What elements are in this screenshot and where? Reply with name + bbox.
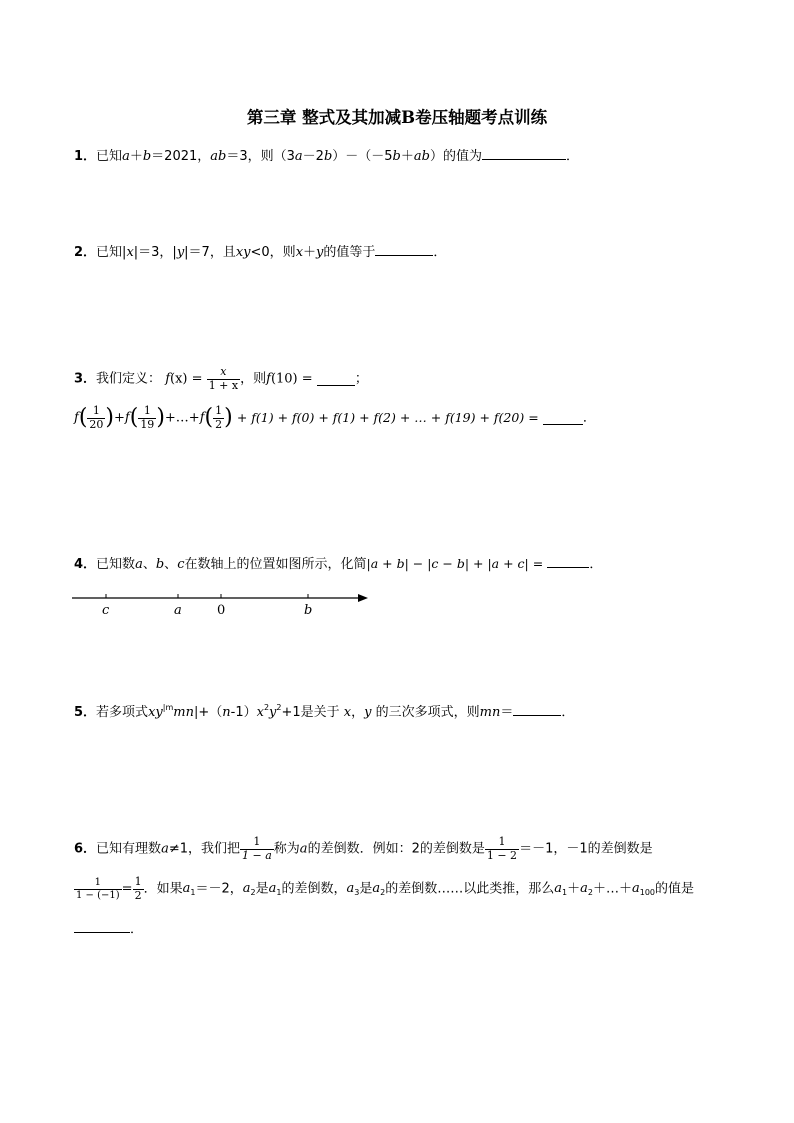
var: y — [364, 705, 372, 720]
var: a — [182, 880, 191, 896]
denominator: 19 — [140, 417, 155, 431]
text: ＋…＋ — [592, 881, 632, 897]
text: +（ — [198, 705, 223, 720]
question-5 — [74, 703, 574, 719]
fraction — [213, 405, 224, 431]
var: y — [269, 705, 277, 720]
numerator: 1 — [87, 405, 105, 419]
sum-a1 — [554, 881, 567, 896]
fraction — [74, 877, 122, 901]
text: ． — [561, 705, 575, 720]
var: a — [299, 841, 308, 857]
var: y — [176, 245, 185, 260]
fraction — [133, 876, 144, 902]
equals: = — [301, 371, 313, 387]
numerator: 1 — [138, 405, 156, 419]
var: a — [554, 880, 562, 896]
var: x — [256, 705, 264, 720]
text: <0，则 — [250, 245, 296, 260]
var: b — [142, 149, 152, 164]
paren: ( — [78, 405, 88, 431]
fraction — [240, 836, 274, 862]
var: ab — [210, 149, 227, 164]
text: ＝2021， — [151, 149, 211, 164]
text: ）的值为 — [429, 149, 482, 164]
subscript: 2 — [380, 887, 386, 897]
numerator: 1 — [134, 875, 142, 888]
fraction — [138, 405, 156, 431]
equals: = — [191, 371, 203, 387]
var: a — [268, 880, 277, 896]
text: 的值是 — [655, 881, 695, 897]
answer-blank[interactable] — [547, 555, 589, 568]
var: xy — [235, 245, 251, 260]
seq-a2 — [372, 881, 385, 896]
seq-a1 — [269, 881, 282, 896]
text: ＋ — [567, 881, 581, 897]
question-1 — [74, 147, 579, 163]
ellipsis: +…+ — [164, 410, 200, 426]
sum-a2 — [580, 881, 593, 896]
fraction — [87, 405, 105, 431]
text: 的三次多项式，则 — [375, 705, 480, 720]
seq-a1 — [183, 881, 196, 896]
function-sum-rest: + f(1) + f(0) + f(1) + f(2) + … + f(19) + f(20) = — [236, 409, 539, 425]
text: ， — [351, 705, 365, 720]
function-f: f — [165, 371, 171, 387]
question-number: 5． — [74, 705, 97, 720]
text: 是 — [255, 881, 269, 897]
question-number: 1． — [74, 149, 97, 164]
answer-blank[interactable] — [543, 412, 583, 425]
var: a — [631, 880, 640, 896]
text: ＋ — [400, 149, 414, 164]
text: ．如果 — [143, 881, 183, 897]
var: x — [295, 245, 304, 260]
denominator: 1 − a — [242, 848, 272, 862]
answer-blank[interactable] — [375, 243, 433, 256]
text: ＋ — [303, 245, 317, 260]
subscript: 1 — [190, 887, 196, 897]
paren: ) — [105, 405, 114, 431]
abs-expression: |a + b| − |c − b| + |a + c| = — [366, 556, 544, 571]
var: n — [222, 705, 231, 720]
label-b: b — [304, 603, 313, 618]
function-arg: (x) — [170, 371, 188, 387]
text: |＝7，且 — [184, 245, 236, 260]
text: +1是关于 — [281, 705, 340, 720]
label-zero: 0 — [217, 603, 226, 618]
subscript: 2 — [250, 887, 256, 897]
exponent: |m — [162, 703, 174, 712]
answer-blank[interactable] — [74, 920, 130, 933]
var: b — [323, 149, 333, 164]
text: 已知 — [96, 149, 123, 164]
var: mn — [479, 705, 501, 720]
text: 的值等于 — [323, 245, 376, 260]
label-a: a — [174, 603, 182, 618]
fraction — [485, 836, 519, 862]
text: ＝ — [500, 705, 514, 720]
denominator: 20 — [89, 417, 104, 431]
text: ＋ — [129, 149, 143, 164]
denominator: 2 — [134, 888, 142, 902]
var: ab — [413, 149, 430, 164]
question-number: 3． — [74, 371, 97, 387]
question-number: 2． — [74, 245, 97, 260]
var: a — [580, 880, 588, 896]
subscript: 1 — [276, 887, 282, 897]
label-c: c — [102, 603, 110, 618]
text: ． — [433, 245, 447, 260]
subscript: 3 — [354, 887, 360, 897]
answer-blank[interactable] — [317, 373, 355, 386]
text: 、 — [164, 557, 178, 572]
var: a — [135, 557, 143, 572]
numerator: 1 — [74, 877, 122, 890]
text: 在数轴上的位置如图所示，化简 — [184, 557, 367, 572]
var: c — [177, 557, 185, 572]
numerator: 1 — [240, 836, 274, 850]
var: x — [126, 245, 134, 260]
numerator: 1 — [485, 836, 519, 850]
function-f: f — [266, 371, 271, 387]
text: 已知| — [96, 245, 127, 260]
text: ，则 — [240, 371, 267, 387]
text: ＝3，则（3 — [226, 149, 295, 164]
var: a — [161, 841, 169, 857]
paren: ( — [129, 405, 139, 431]
denominator: 1 + x — [208, 378, 239, 392]
text: ． — [565, 149, 579, 164]
paren: ) — [156, 405, 165, 431]
seq-a2 — [243, 881, 256, 896]
question-6-line-3 — [74, 920, 143, 936]
fraction — [207, 366, 240, 392]
var: a — [122, 149, 130, 164]
text: －2 — [302, 149, 324, 164]
text: 已知有理数 — [96, 841, 162, 857]
var: a — [242, 880, 251, 896]
var: b — [155, 557, 165, 572]
seq-a3 — [346, 881, 359, 896]
text: |＝3，| — [133, 245, 177, 260]
var: y — [316, 245, 324, 260]
exponent: 2 — [263, 703, 270, 712]
var: a — [372, 880, 381, 896]
text: ＝－1，－1的差倒数是 — [519, 841, 653, 857]
question-2 — [74, 243, 446, 259]
function-f: f — [199, 410, 205, 426]
text: ； — [354, 371, 368, 387]
exponent: 2 — [276, 703, 282, 712]
text: 若多项式 — [96, 705, 149, 720]
function-arg: (10) — [270, 371, 298, 387]
text: ． — [589, 557, 603, 572]
plus: + — [114, 410, 125, 426]
function-f: f — [124, 410, 130, 426]
number-line — [70, 588, 380, 622]
numerator: x — [207, 366, 240, 380]
subscript: 2 — [587, 887, 593, 897]
page-title: 第三章 整式及其加减B卷压轴题考点训练 — [246, 108, 548, 127]
text: -1） — [230, 705, 257, 720]
var: a — [346, 880, 355, 896]
numerator: 1 — [215, 404, 223, 417]
var: mn| — [173, 705, 199, 720]
text: ＝－2， — [195, 881, 243, 897]
question-3-line-2 — [74, 405, 596, 431]
sum-a100 — [632, 881, 655, 896]
question-number: 6． — [74, 841, 97, 857]
question-6-line-2 — [74, 876, 694, 902]
question-3-line-1 — [74, 366, 368, 392]
var: xy — [148, 705, 163, 720]
axis-arrow-icon — [358, 594, 368, 602]
subscript: 1 — [561, 887, 568, 897]
text: 的差倒数， — [281, 881, 347, 897]
paren: ( — [204, 405, 214, 431]
text: ）－（－5 — [332, 149, 393, 164]
text: 、 — [142, 557, 156, 572]
denominator: 1 − 2 — [486, 848, 518, 862]
text: 我们定义： — [96, 371, 162, 387]
text: 是 — [359, 881, 373, 897]
question-6-line-1 — [74, 836, 653, 862]
text: 的差倒数．例如：2的差倒数是 — [307, 841, 485, 857]
denominator: 2 — [215, 417, 223, 431]
question-number: 4． — [74, 557, 97, 572]
question-4 — [74, 555, 602, 571]
function-f: f — [74, 410, 79, 426]
paren: ) — [224, 405, 233, 431]
answer-blank[interactable] — [482, 147, 566, 160]
var: b — [392, 149, 401, 164]
text: 的差倒数……以此类推，那么 — [385, 881, 555, 897]
text: ． — [130, 922, 144, 937]
var: x — [343, 705, 352, 720]
denominator: 1 − (−1) — [76, 889, 120, 901]
subscript: 100 — [639, 887, 656, 897]
equals: = — [121, 881, 133, 897]
answer-blank[interactable] — [513, 703, 561, 716]
text: ≠1，我们把 — [168, 841, 240, 857]
text: ． — [582, 410, 596, 426]
text: 已知数 — [96, 557, 136, 572]
var: a — [294, 149, 303, 164]
text: 称为 — [273, 841, 300, 857]
